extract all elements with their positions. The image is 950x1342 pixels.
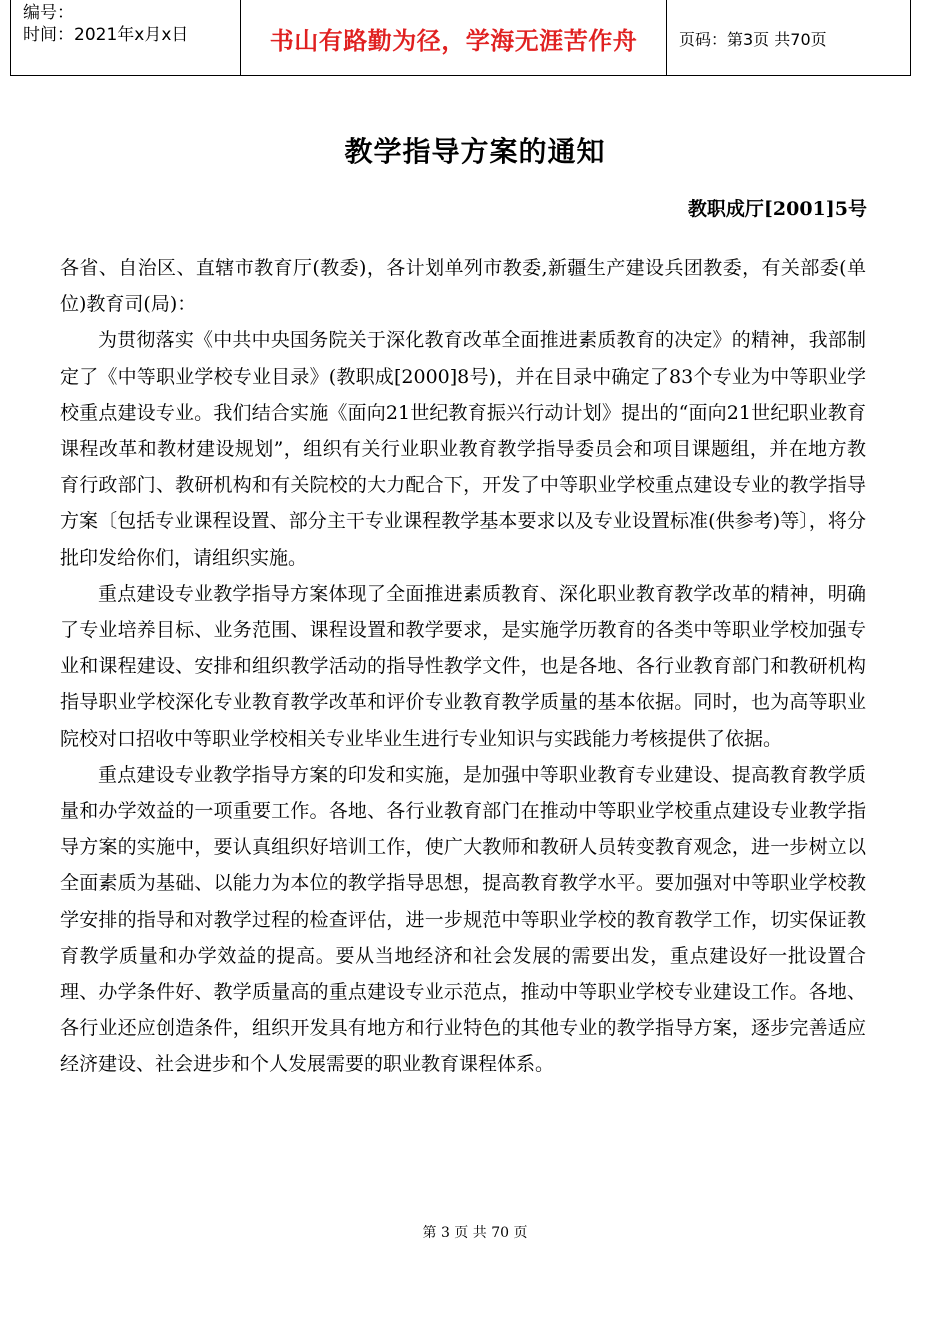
- header-meta: [11, 0, 241, 76]
- time-line: 时间：2021年x月x日: [23, 25, 189, 45]
- document-number: 教职成厅[2001]5号: [687, 198, 867, 220]
- paragraph-2: 重点建设专业教学指导方案体现了全面推进素质教育、深化职业教育教学改革的精神，明确了专业培养目标、业务范围、课程设置和教学要求，是实施学历教育的各类中等职业学校加强专业和课程建设、安排和组织教学活动的指导性教学文件，也是各地、各行业教育部门和教研机构指导职业学校深化专业教育教学改革和评价专业教育教学质量的基本依据。同时，也为高等职业院校对口招收中等职业学校相关专业毕业生进行专业知识与实践能力考核提供了依据。: [60, 582, 866, 750]
- header-motto-cell: [241, 0, 667, 76]
- page-info-text: 页码：第3页 共70页: [679, 29, 827, 49]
- paragraph-3: 重点建设专业教学指导方案的印发和实施，是加强中等职业教育专业建设、提高教育教学质量和办学效益的一项重要工作。各地、各行业教育部门在推动中等职业学校重点建设专业教学指导方案的实施中，要认真组织好培训工作，使广大教师和教研人员转变教育观念，进一步树立以全面素质为基础、以能力为本位的教学指导思想，提高教育教学水平。要加强对中等职业学校教学安排的指导和对教学过程的检查评估，进一步规范中等职业学校的教育教学工作，切实保证教育教学质量和办学效益的提高。要从当地经济和社会发展的需要出发，重点建设好一批设置合理、办学条件好、教学质量高的重点建设专业示范点，推动中等职业学校专业建设工作。各地、各行业还应创造条件，组织开发具有地方和行业特色的其他专业的教学指导方案，逐步完善适应经济建设、社会进步和个人发展需要的职业教育课程体系。: [60, 763, 866, 1076]
- page-header: [10, 0, 911, 76]
- page-footer: 第 3 页 共 70 页: [422, 1225, 528, 1241]
- paragraph-1: 为贯彻落实《中共中央国务院关于深化教育改革全面推进素质教育的决定》的精神，我部制定了《中等职业学校专业目录》(教职成[2000]8号)，并在目录中确定了83个专业为中等职业学校重点建设专业。我们结合实施《面向21世纪教育振兴行动计划》提出的“面向21世纪职业教育课程改革和教材建设规划”，组织有关行业职业教育教学指导委员会和项目课题组，并在地方教育行政部门、教研机构和有关院校的大力配合下，开发了中等职业学校重点建设专业的教学指导方案〔包括专业课程设置、部分主干专业课程教学基本要求以及专业设置标准(供参考)等〕，将分批印发给你们，请组织实施。: [60, 329, 866, 569]
- motto-text: 书山有路勤为径，学海无涯苦作舟: [269, 25, 638, 55]
- document-body: [60, 250, 866, 1083]
- number-label: 编号：: [23, 3, 74, 23]
- header-page-info: [667, 0, 911, 76]
- document-title: 教学指导方案的通知: [344, 135, 606, 168]
- salutation: 各省、自治区、直辖市教育厅(教委)，各计划单列市教委,新疆生产建设兵团教委，有关部委(单位)教育司(局)：: [60, 257, 866, 316]
